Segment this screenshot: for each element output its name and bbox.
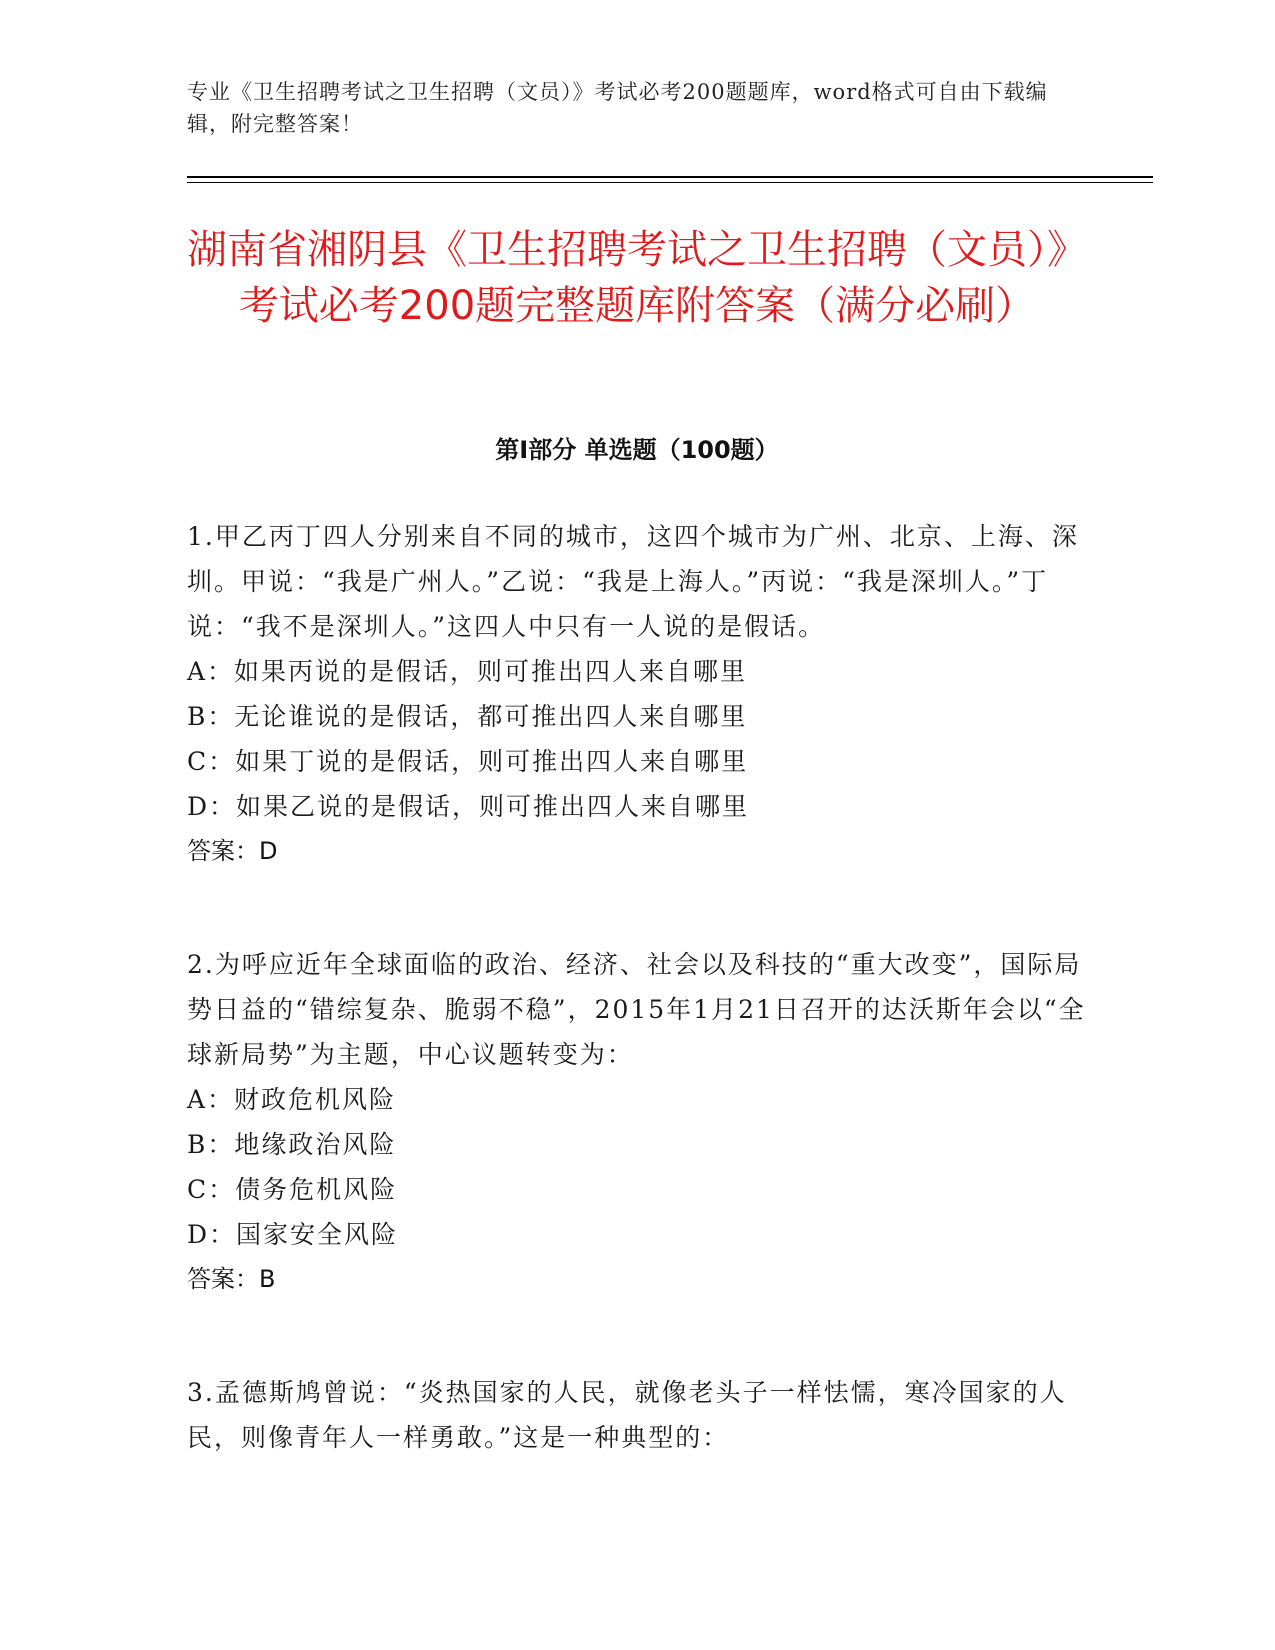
option-d: D：如果乙说的是假话，则可推出四人来自哪里 — [187, 792, 750, 821]
answer-line: 答案：D — [187, 837, 278, 865]
question-stem: 3.孟德斯鸠曾说：“炎热国家的人民，就像老头子一样怯懦，寒冷国家的人民，则像青年人一样勇敢。”这是一种典型的： — [187, 1378, 1067, 1452]
question-item — [187, 942, 1087, 1302]
option-b: B：地缘政治风险 — [187, 1130, 397, 1159]
header-divider-thin — [187, 182, 1153, 183]
question-stem: 2.为呼应近年全球面临的政治、经济、社会以及科技的“重大改变”，国际局势日益的“错综复杂、脆弱不稳”，2015年1月21日召开的达沃斯年会以“全球新局势”为主题，中心议题转变为： — [187, 950, 1086, 1069]
option-c: C：如果丁说的是假话，则可推出四人来自哪里 — [187, 747, 749, 776]
option-a: A：如果丙说的是假话，则可推出四人来自哪里 — [187, 657, 748, 686]
option-a: A：财政危机风险 — [187, 1085, 397, 1114]
section-heading: 第Ⅰ部分 单选题（100题） — [495, 436, 779, 464]
question-item — [187, 1370, 1087, 1460]
question-item — [187, 514, 1087, 874]
header-divider-thick — [187, 176, 1153, 178]
question-stem: 1.甲乙丙丁四人分别来自不同的城市，这四个城市为广州、北京、上海、深圳。甲说：“我是广州人。”乙说：“我是上海人。”丙说：“我是深圳人。”丁说：“我不是深圳人。”这四人中只有一人说的是假话。 — [187, 522, 1079, 641]
header-note: 专业《卫生招聘考试之卫生招聘（文员）》考试必考200题题库，word格式可自由下载编辑，附完整答案！ — [187, 80, 1048, 136]
option-c: C：债务危机风险 — [187, 1175, 398, 1204]
option-d: D：国家安全风险 — [187, 1220, 399, 1249]
answer-line: 答案：B — [187, 1265, 276, 1293]
option-b: B：无论谁说的是假话，都可推出四人来自哪里 — [187, 702, 748, 731]
document-title: 湖南省湘阴县《卫生招聘考试之卫生招聘（文员）》考试必考200题完整题库附答案（满分必刷） — [187, 227, 1087, 329]
